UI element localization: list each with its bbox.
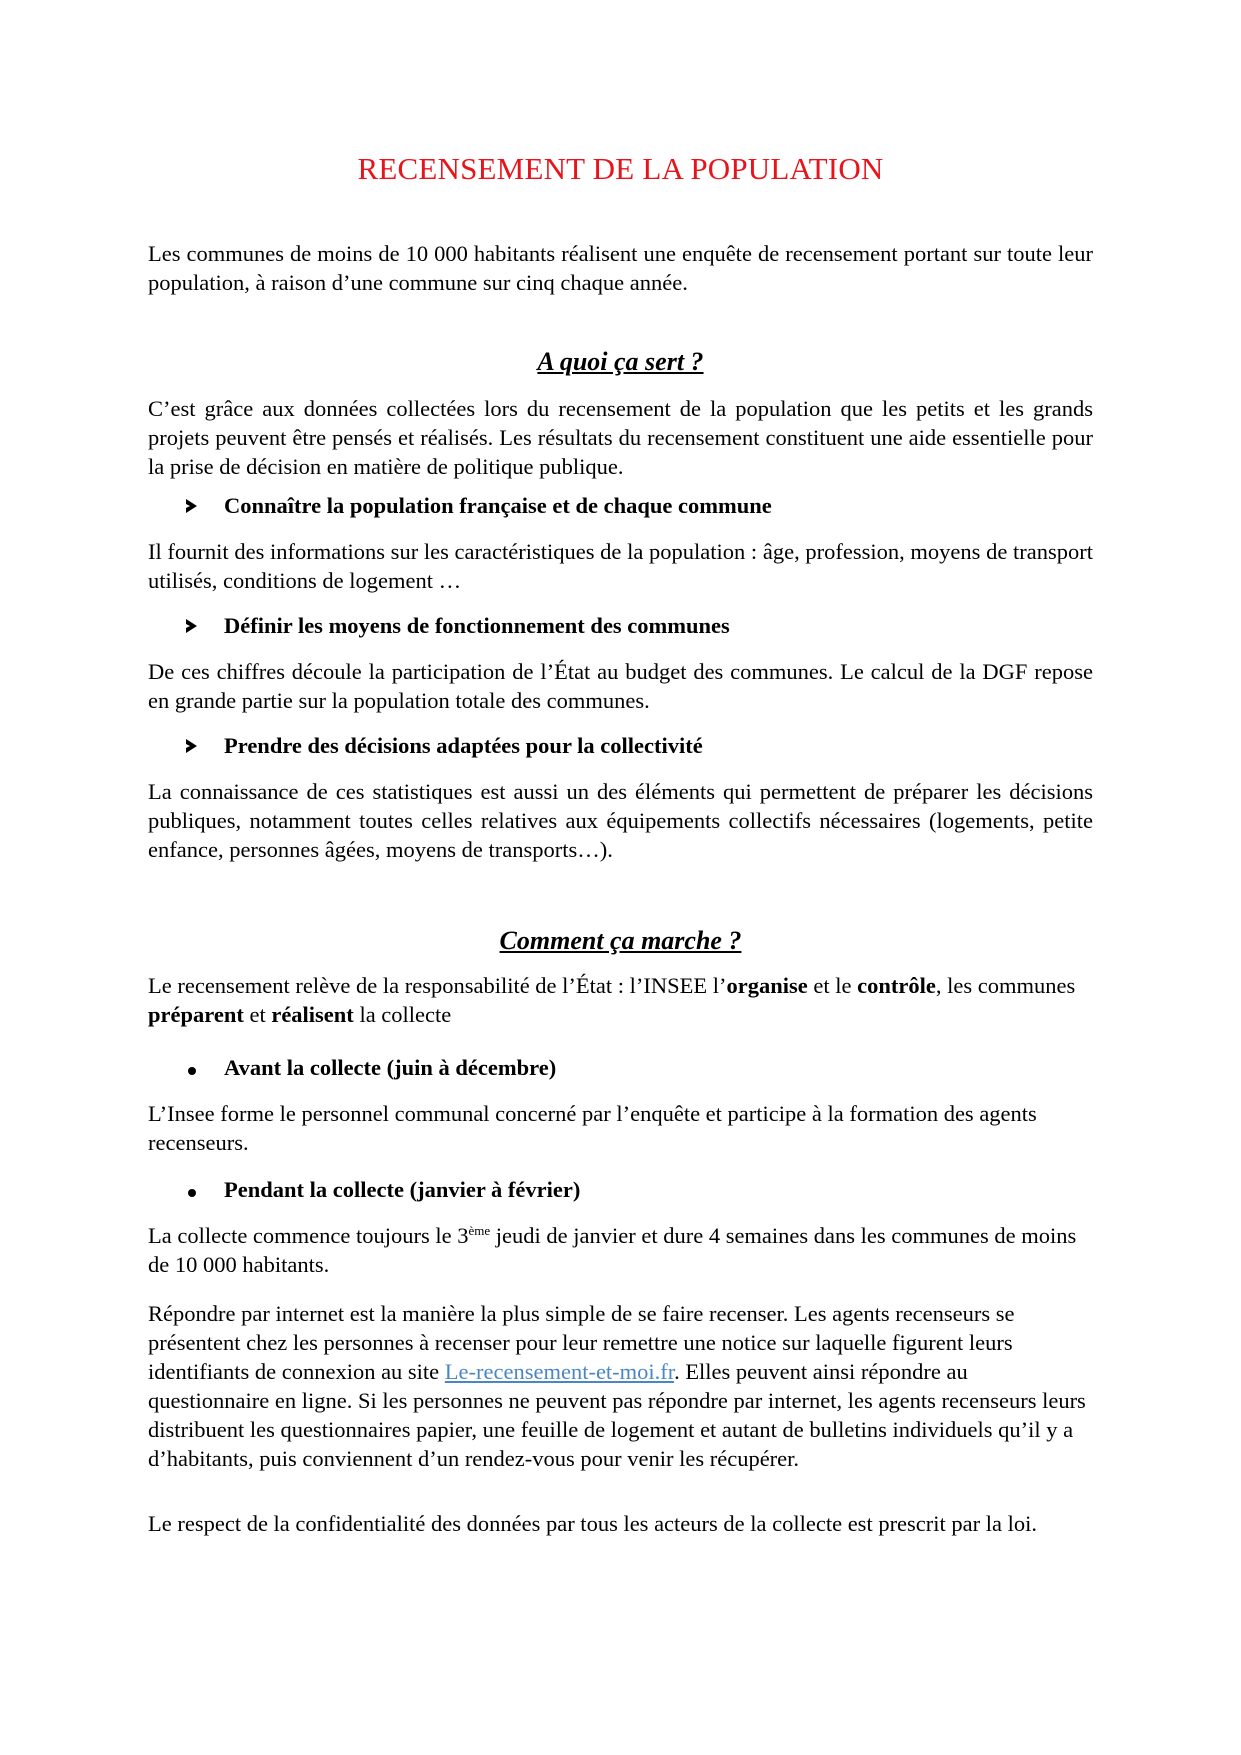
bullet-text: Il fournit des informations sur les caractéristiques de la population : âge, profession, moyens de transport utilisés, conditions de logement … (148, 539, 1093, 593)
intro-paragraph: Les communes de moins de 10 000 habitants réalisent une enquête de recensement portant sur toute leur population, à raison d’une commune sur cinq chaque année. (148, 241, 1093, 295)
arrow-bullet-icon (186, 739, 197, 753)
bullet-title: Connaître la population française et de chaque commune (224, 493, 772, 518)
document-title: RECENSEMENT DE LA POPULATION (357, 151, 884, 186)
before-collection-text: L’Insee forme le personnel communal concerné par l’enquête et participe à la formation des agents recenseurs. (148, 1101, 1037, 1155)
bullet-title: Définir les moyens de fonctionnement des communes (224, 613, 730, 638)
internet-paragraph: Répondre par internet est la manière la plus simple de se faire recenser. Les agents recenseurs se présentent chez les personnes à recenser pour leur remettre une notice sur laquelle figurent leurs identifiants de connexion au site Le-recensement-et-moi.fr. Elles peuvent ainsi répondre au questionnaire en ligne. Si les personnes ne peuvent pas répondre par internet, les agents recenseurs leurs distribuent les questionnaires papier, une feuille de logement et autant de bulletins individuels qu’il y a d’habitants, puis conviennent d’un rendez-vous pour venir les récupérer. (148, 1301, 1086, 1471)
dot-bullet-icon (188, 1067, 196, 1075)
bullet-item-know-population (186, 491, 1086, 520)
during-collection-text: La collecte commence toujours le 3ème jeudi de janvier et dure 4 semaines dans les communes de moins de 10 000 habitants. (148, 1223, 1077, 1277)
confidentiality-paragraph: Le respect de la confidentialité des données par tous les acteurs de la collecte est prescrit par la loi. (148, 1511, 1038, 1536)
bullet-item-during-collection (186, 1175, 1086, 1204)
bullet-text: De ces chiffres découle la participation de l’État au budget des communes. Le calcul de la DGF repose en grande partie sur la population totale des communes. (148, 659, 1093, 713)
arrow-bullet-icon (186, 619, 197, 633)
dot-bullet-icon (188, 1189, 196, 1197)
bullet-title: Prendre des décisions adaptées pour la collectivité (224, 733, 703, 758)
bullet-item-before-collection (186, 1053, 1086, 1082)
arrow-bullet-icon (186, 499, 197, 513)
how-intro-paragraph: Le recensement relève de la responsabilité de l’État : l’INSEE l’organise et le contrôle, les communes préparent et réalisent la collecte (148, 973, 1076, 1027)
recensement-site-link[interactable]: Le-recensement-et-moi.fr (444, 1359, 675, 1384)
bullet-item-decisions (186, 731, 1086, 760)
bullet-title: Avant la collecte (juin à décembre) (224, 1055, 557, 1080)
section-heading-usage: A quoi ça sert ? (537, 347, 704, 376)
usage-paragraph: C’est grâce aux données collectées lors du recensement de la population que les petits et les grands projets peuvent être pensés et réalisés. Les résultats du recensement constituent une aide essentielle pour la prise de décision en matière de politique publique. (148, 396, 1093, 479)
bullet-title: Pendant la collecte (janvier à février) (224, 1177, 581, 1202)
section-heading-how: Comment ça marche ? (499, 926, 742, 955)
bullet-item-define-means (186, 611, 1086, 640)
bullet-text: La connaissance de ces statistiques est aussi un des éléments qui permettent de préparer les décisions publiques, notamment toutes celles relatives aux équipements collectifs nécessaires (logements, petite enfance, personnes âgées, moyens de transports…). (148, 779, 1093, 862)
